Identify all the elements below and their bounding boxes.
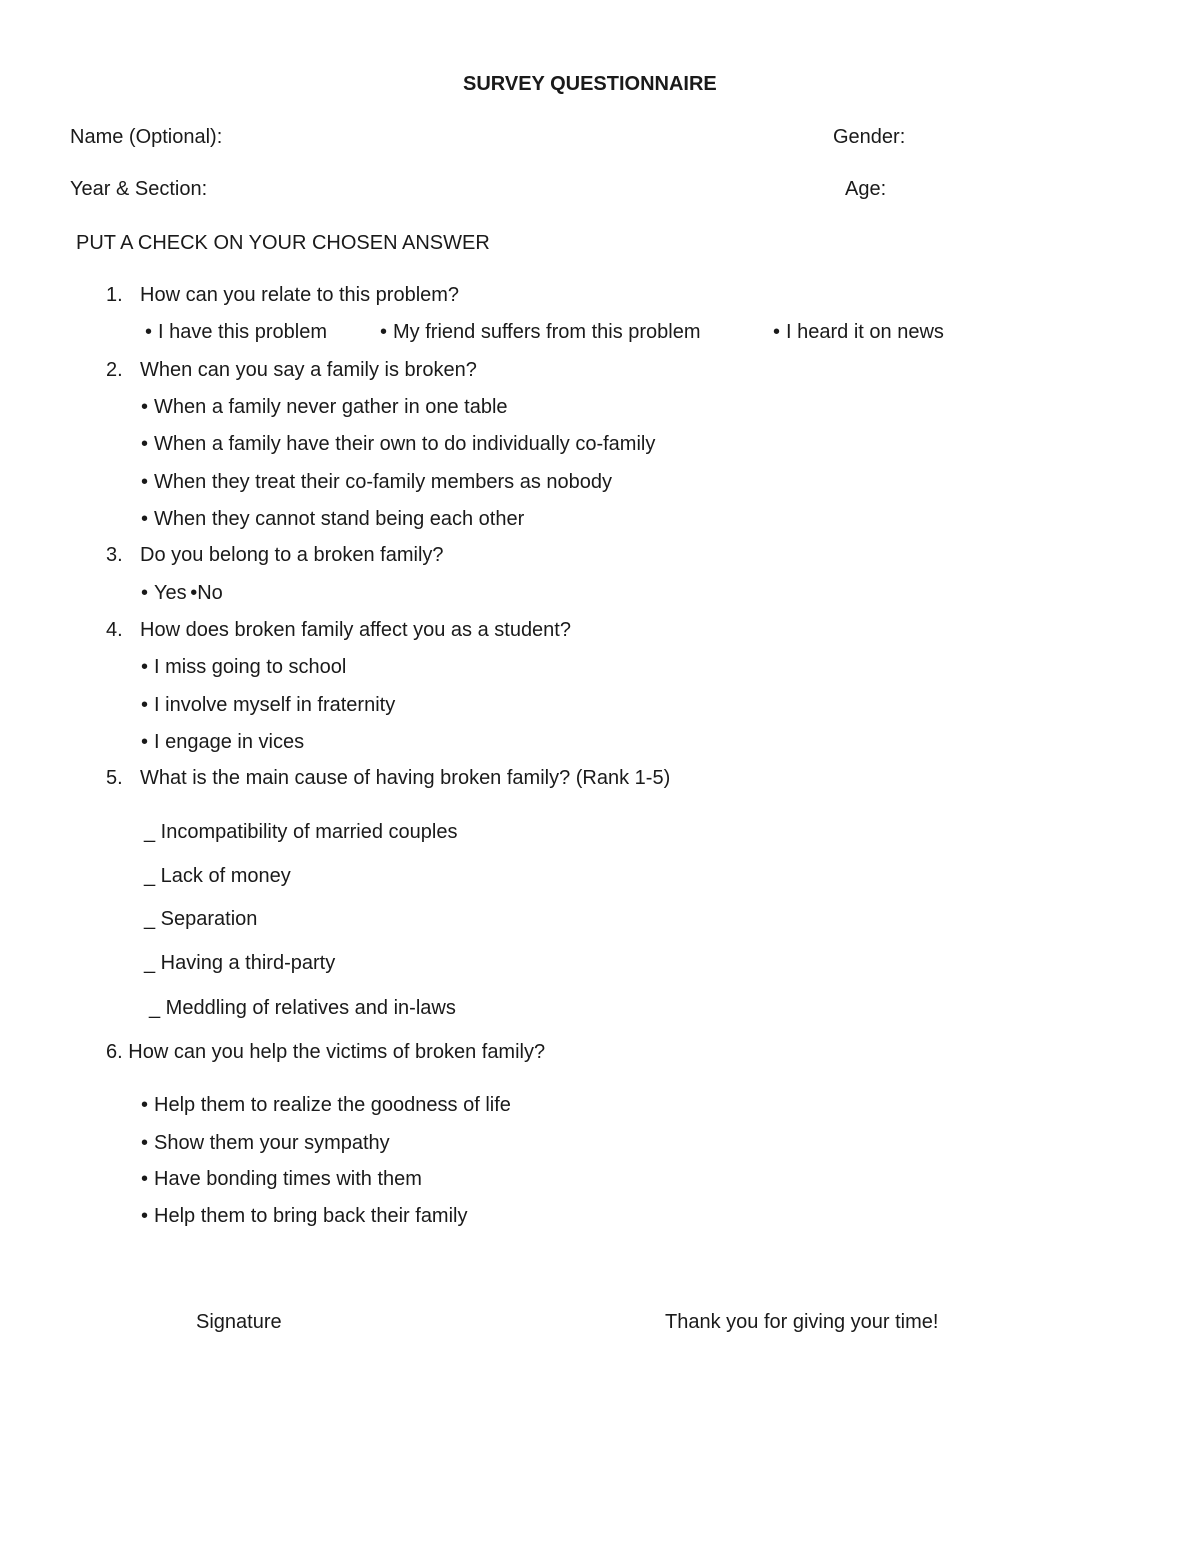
q3-option-yes[interactable]: • Yes [141,582,187,604]
question-number: 1. [106,284,123,306]
q2-option-3[interactable]: • When they treat their co-family members as nobody [141,470,612,494]
q5-rank-item-4[interactable]: _ Having a third-party [144,952,336,974]
q3-options [141,581,223,605]
thank-you-text: Thank you for giving your time! [665,1311,939,1333]
question-text: How does broken family affect you as a student? [140,619,571,641]
question-number: 2. [106,359,123,381]
question-number: 6. [106,1041,123,1063]
question-number: 4. [106,619,123,641]
name-field-label: Name (Optional): [70,126,223,148]
instruction-text: PUT A CHECK ON YOUR CHOSEN ANSWER [76,232,490,254]
year-section-field-label: Year & Section: [70,178,208,200]
q1-option-3[interactable]: • I heard it on news [773,320,944,344]
question-6 [106,1040,545,1064]
question-number: 3. [106,544,123,566]
q1-option-1[interactable]: • I have this problem [145,320,327,344]
q5-rank-item-3[interactable]: _ Separation [144,908,258,930]
question-text: Do you belong to a broken family? [140,544,444,566]
gender-field-label: Gender: [833,126,906,148]
question-text: How can you relate to this problem? [140,284,460,306]
question-5 [106,766,670,790]
q2-option-1[interactable]: • When a family never gather in one table [141,395,508,419]
age-field-label: Age: [845,178,887,200]
question-text: What is the main cause of having broken family? (Rank 1-5) [140,767,671,789]
q3-option-no-label: No [197,582,223,604]
q2-option-2[interactable]: • When a family have their own to do individually co-family [141,432,655,456]
question-4 [106,618,571,642]
q4-option-3[interactable]: • I engage in vices [141,730,304,754]
question-3 [106,543,444,567]
q4-option-1[interactable]: • I miss going to school [141,655,346,679]
q6-option-3[interactable]: • Have bonding times with them [141,1167,422,1191]
question-text: When can you say a family is broken? [140,359,477,381]
q2-option-4[interactable]: • When they cannot stand being each other [141,507,524,531]
question-number: 5. [106,767,123,789]
q5-rank-item-2[interactable]: _ Lack of money [144,865,291,887]
page-title: SURVEY QUESTIONNAIRE [463,73,717,95]
question-text: How can you help the victims of broken family? [128,1041,546,1063]
q6-option-4[interactable]: • Help them to bring back their family [141,1204,467,1228]
q5-rank-item-1[interactable]: _ Incompatibility of married couples [144,821,458,843]
question-1 [106,283,459,307]
signature-label: Signature [196,1311,282,1333]
q6-option-2[interactable]: • Show them your sympathy [141,1131,390,1155]
q5-rank-item-5[interactable]: _ Meddling of relatives and in-laws [149,997,456,1019]
q1-option-2[interactable]: • My friend suffers from this problem [380,320,701,344]
q4-option-2[interactable]: • I involve myself in fraternity [141,693,395,717]
q3-option-no[interactable]: •No [190,582,223,604]
question-2 [106,358,477,382]
q6-option-1[interactable]: • Help them to realize the goodness of life [141,1093,511,1117]
